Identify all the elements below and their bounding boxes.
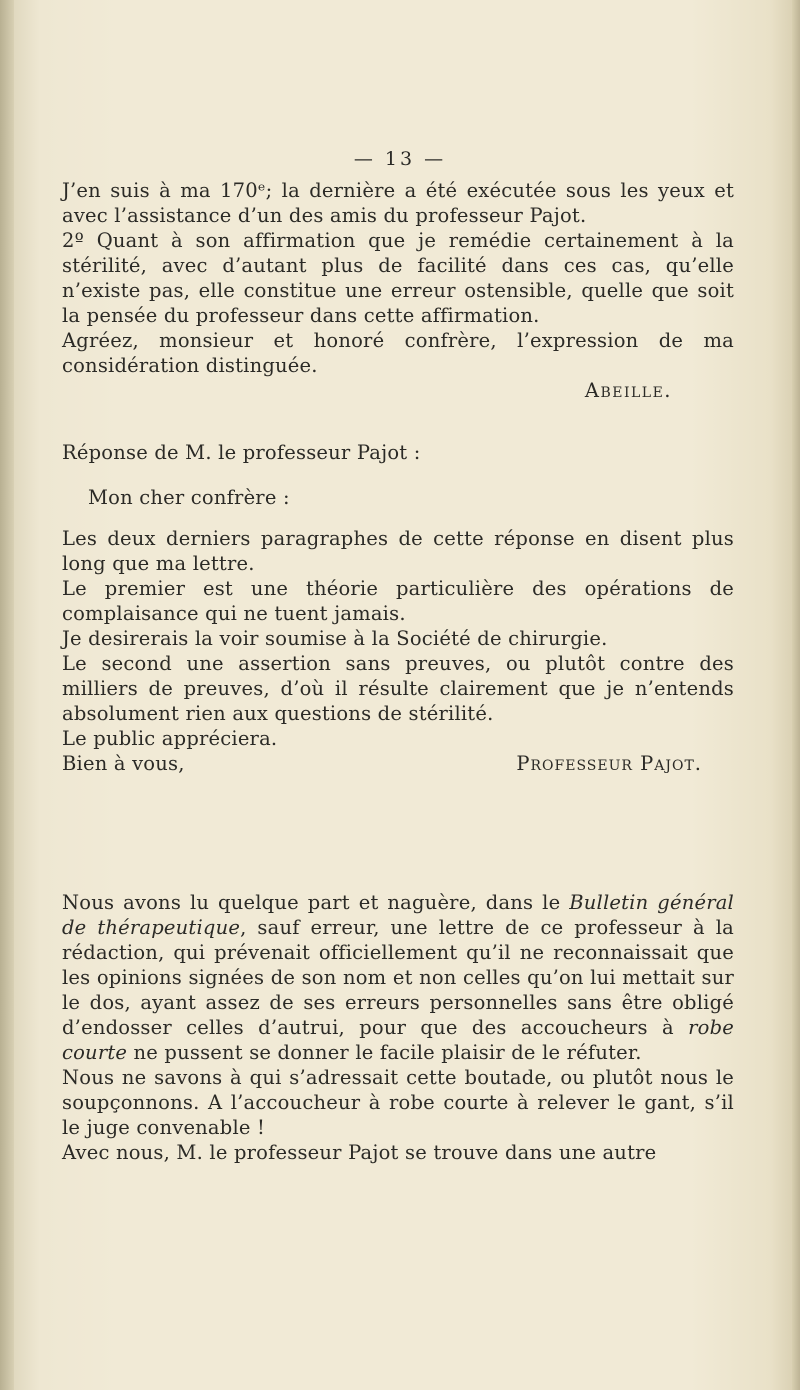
letter-signature: Abeille.	[584, 379, 672, 402]
journal-title: Bulletin général de thérapeutique	[62, 891, 734, 939]
commentary-text: , sauf erreur, une lettre de ce professeur à la rédaction, qui prévenait officiellement qu’il ne reconnaissait que les opinions signées de son nom et non celles qu’on lui mettait sur le dos, ayant assez de ses erreurs personnelles sans être obligé d’endosser celles d’autrui, pour que des accoucheurs à	[62, 916, 734, 1039]
commentary-paragraph	[62, 890, 734, 1065]
letter-paragraph: J’en suis à ma 170ᵉ; la dernière a été exécutée sous les yeux et avec l’assistance d’un des amis du professeur Pajot.	[62, 179, 734, 227]
reply-paragraph: Le public appréciera.	[62, 727, 278, 750]
reply-closing: Bien à vous,	[62, 752, 185, 775]
page-right-edge	[792, 0, 800, 1390]
italic-phrase: robe courte	[62, 1016, 734, 1064]
reply-paragraph: Les deux derniers paragraphes de cette réponse en disent plus long que ma lettre.	[62, 527, 734, 575]
commentary-paragraph: Avec nous, M. le professeur Pajot se trouve dans une autre	[62, 1141, 657, 1164]
letter-paragraph: 2º Quant à son affirmation que je remédie certainement à la stérilité, avec d’autant plus de facilité dans ces cas, qu’elle n’existe pas, elle constitue une erreur ostensible, quelle que soit la pensée du professeur dans cette affirmation.	[62, 229, 734, 327]
letter-abeille	[62, 178, 734, 403]
page-number: — 13 —	[353, 148, 447, 170]
commentary	[62, 890, 734, 1165]
commentary-text: Nous avons lu quelque part et naguère, dans le	[62, 891, 570, 914]
letter-paragraph: Agréez, monsieur et honoré confrère, l’expression de ma considération distinguée.	[62, 329, 734, 377]
reply-heading: Réponse de M. le professeur Pajot :	[62, 441, 421, 464]
reply-signature: Professeur Pajot.	[516, 752, 702, 775]
reply-sign-line	[62, 751, 702, 776]
reply-salutation: Mon cher confrère :	[88, 486, 290, 509]
commentary-text: ne pussent se donner le facile plaisir de le réfuter.	[127, 1041, 642, 1064]
reply-paragraph: Je desirerais la voir soumise à la Société de chirurgie.	[62, 627, 608, 650]
reply-pajot	[62, 440, 734, 776]
page-left-edge	[0, 0, 14, 1390]
reply-paragraph: Le second une assertion sans preuves, ou plutôt contre des milliers de preuves, d’où il résulte clairement que je n’entends absolument rien aux questions de stérilité.	[62, 652, 734, 725]
reply-paragraph: Le premier est une théorie particulière des opérations de complaisance qui ne tuent jamais.	[62, 577, 734, 625]
commentary-paragraph: Nous ne savons à qui s’adressait cette boutade, ou plutôt nous le soupçonnons. A l’accoucheur à robe courte à relever le gant, s’il le juge convenable !	[62, 1066, 734, 1139]
